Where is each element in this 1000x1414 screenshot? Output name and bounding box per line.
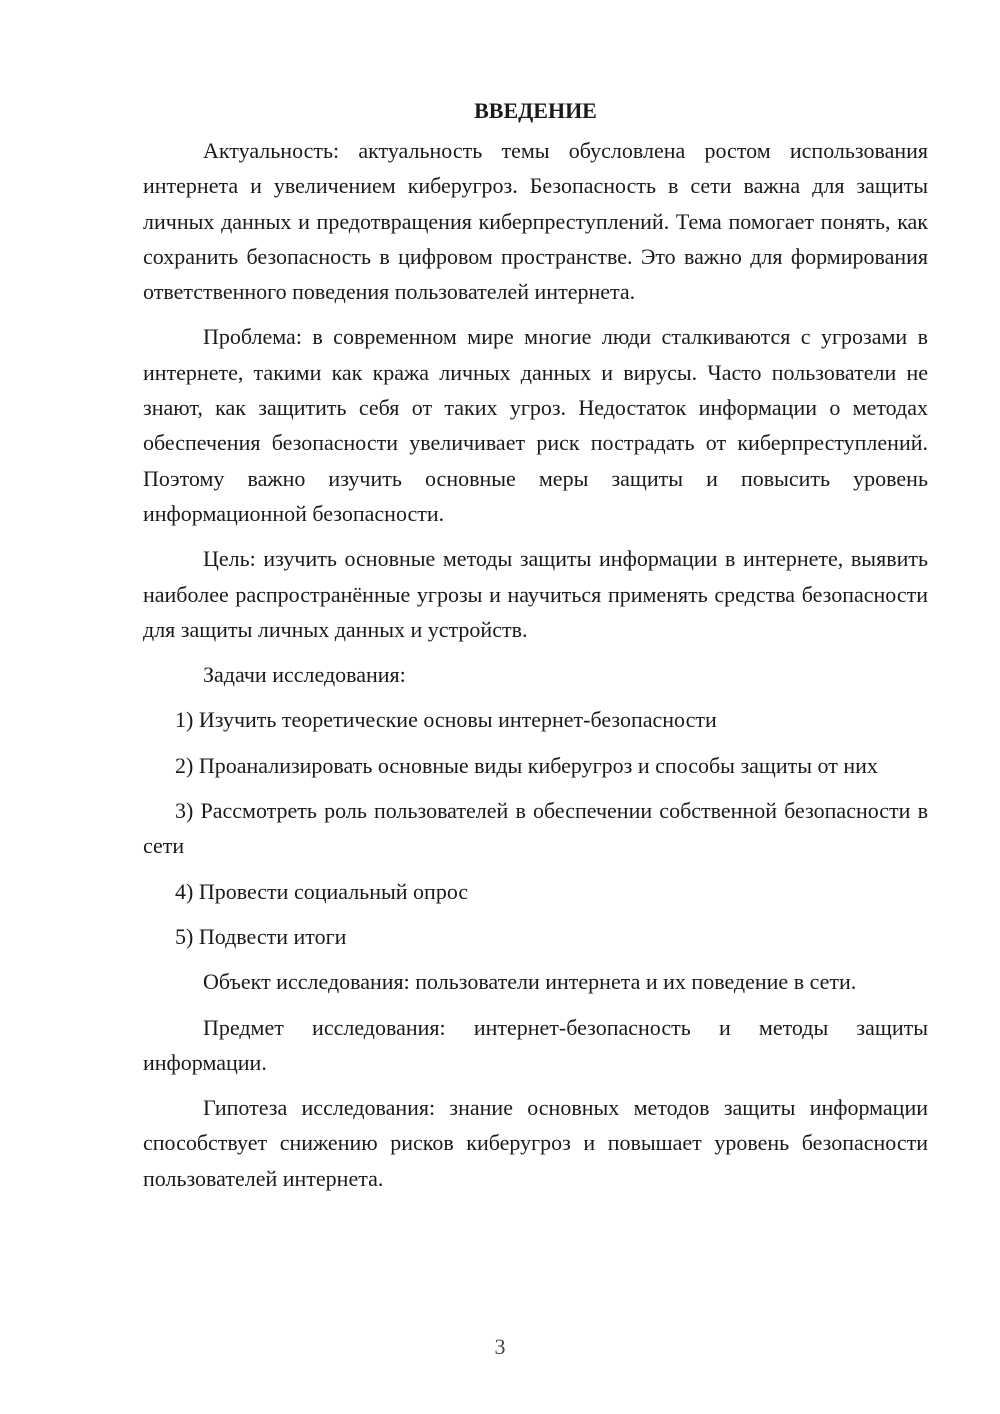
relevance-paragraph: Актуальность: актуальность темы обусловлена ростом использования интернета и увеличением киберугроз. Безопасность в сети важна для защиты личных данных и предотвращения киберпреступлений. Тема помогает понять, как сохранить безопасность в цифровом пространстве. Это важно для формирования ответственного поведения пользователей интернета. <box>143 138 928 305</box>
task-item: 3) Рассмотреть роль пользователей в обеспечении собственной безопасности в сети <box>143 798 928 859</box>
task-item: 1) Изучить теоретические основы интернет-безопасности <box>175 707 717 733</box>
hypothesis-paragraph: Гипотеза исследования: знание основных методов защиты информации способствует снижению рисков киберугроз и повышает уровень безопасности пользователей интернета. <box>143 1095 928 1191</box>
goal-paragraph: Цель: изучить основные методы защиты информации в интернете, выявить наиболее распространённые угрозы и научиться применять средства безопасности для защиты личных данных и устройств. <box>143 546 928 642</box>
task-item: 4) Провести социальный опрос <box>175 878 469 904</box>
page-number: 3 <box>494 1334 506 1359</box>
task-item: 2) Проанализировать основные виды киберугроз и способы защиты от них <box>175 752 878 778</box>
object-paragraph: Объект исследования: пользователи интернета и их поведение в сети. <box>203 969 857 995</box>
task-item: 5) Подвести итоги <box>175 923 347 949</box>
subject-paragraph: Предмет исследования: интернет-безопасность и методы защиты информации. <box>143 1014 928 1075</box>
tasks-heading: Задачи исследования: <box>203 662 406 688</box>
page-title: ВВЕДЕНИЕ <box>474 98 597 123</box>
problem-paragraph: Проблема: в современном мире многие люди сталкиваются с угрозами в интернете, такими как кража личных данных и вирусы. Часто пользователи не знают, как защитить себя от таких угроз. Недостаток информации о методах обеспечения безопасности увеличивает риск пострадать от киберпреступлений. Поэтому важно изучить основные меры защиты и повысить уровень информационной безопасности. <box>143 324 928 526</box>
